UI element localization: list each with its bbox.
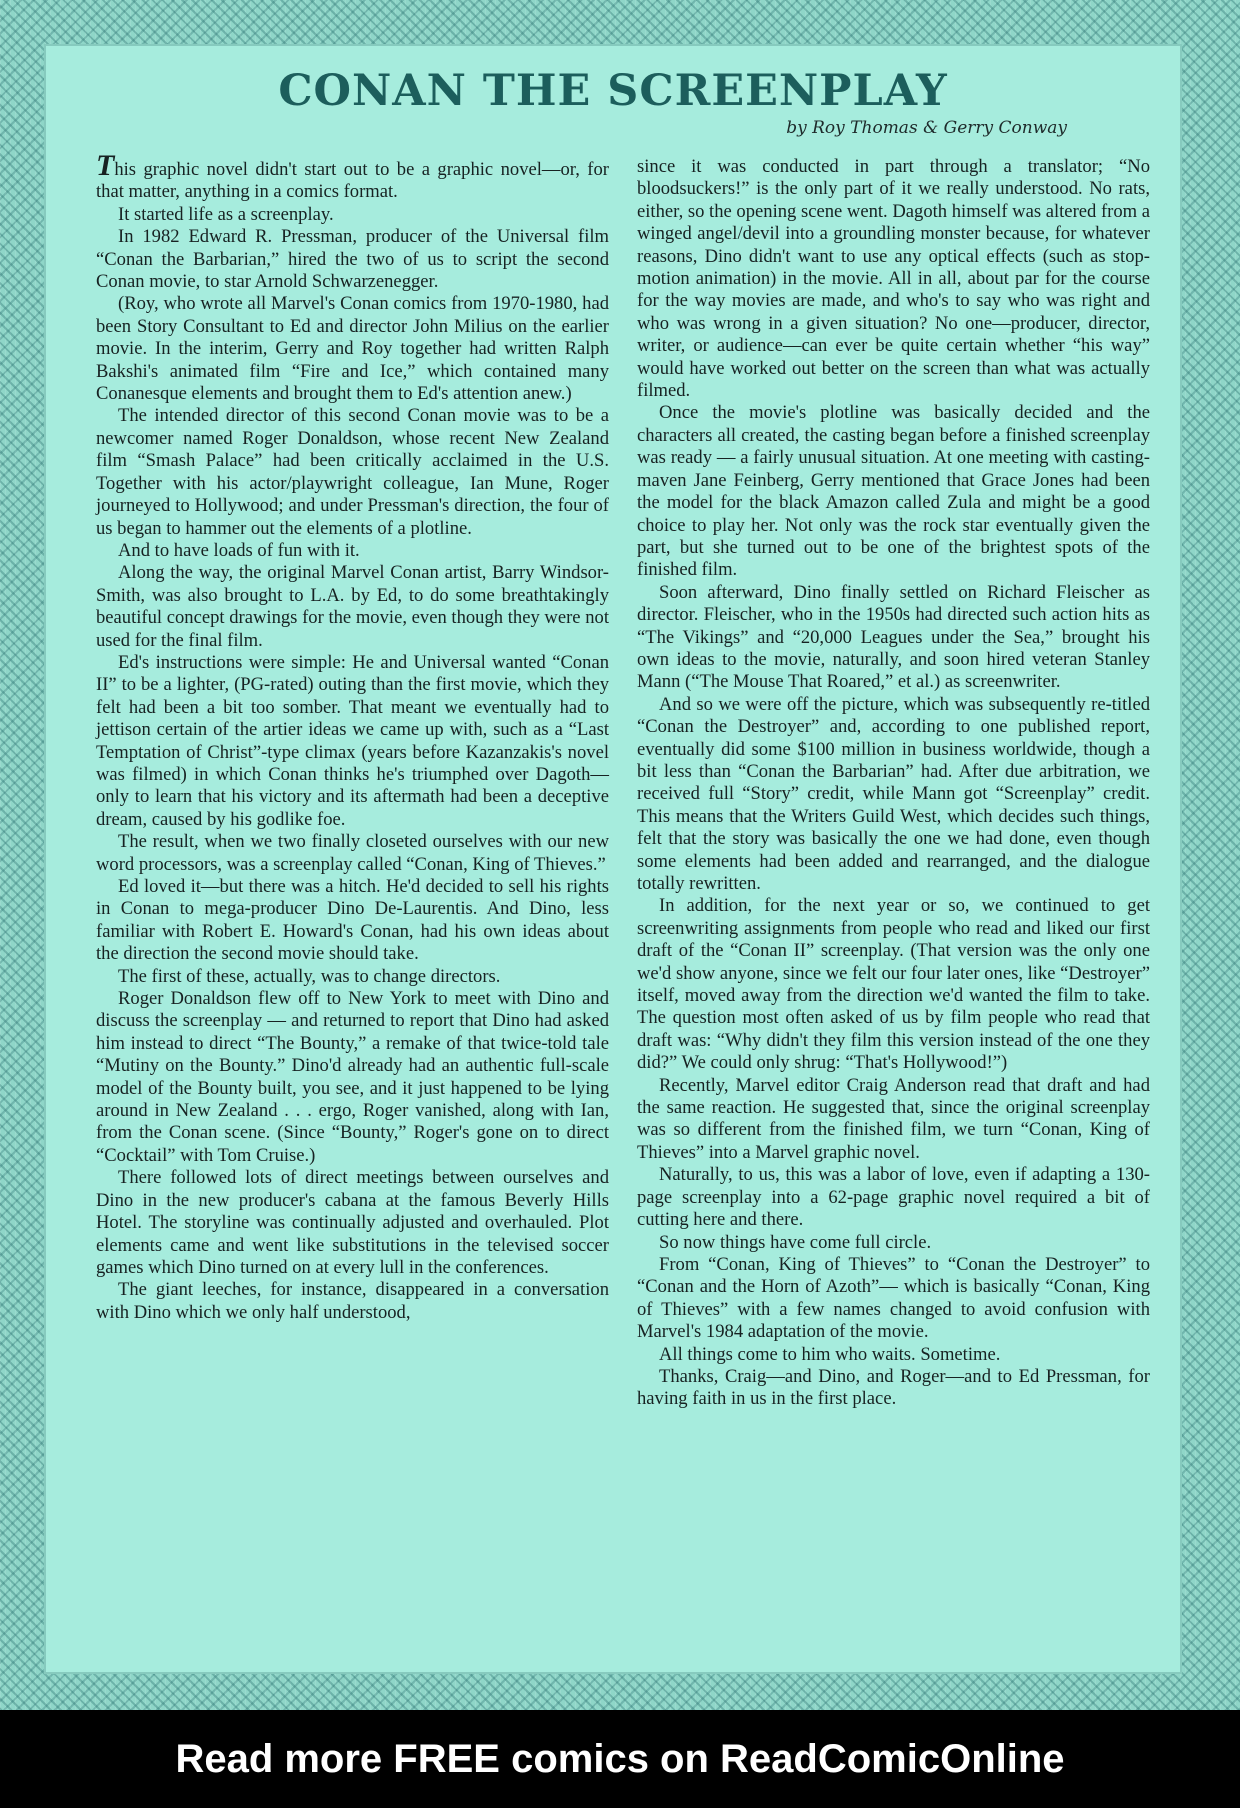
paragraph: Ed's instructions were simple: He and Universal wanted “Conan II” to be a lighter, (PG-rated) outing than the first movie, which they felt had been a bit too somber. That meant we eventually had to jettison certain of the artier ideas we came up with, such as a “Last Temptation of Christ”-type climax (years before Kazanzakis's novel was filmed) in which Conan thinks he's triumphed over Dagoth—only to learn that his victory and its aftermath had been a deceptive dream, caused by his godlike foe. [96,651,609,830]
paragraph: Roger Donaldson flew off to New York to meet with Dino and discuss the screenplay — and returned to report that Dino had asked him instead to direct “The Bounty,” a remake of that twice-told tale “Mutiny on the Bounty.” Dino'd already had an authentic full-scale model of the Bounty built, you see, and it just happened to be lying around in New Zealand . . . ergo, Roger vanished, along with Ian, from the Conan scene. (Since “Bounty,” Roger's gone on to direct “Cocktail” with Tom Cruise.) [96,988,609,1166]
article-panel [44,44,1182,1674]
paragraph: Ed loved it—but there was a hitch. He'd decided to sell his rights in Conan to mega-producer Dino De-Laurentis. And Dino, less familiar with Robert E. Howard's Conan, had his own ideas about the direction the second movie should take. [96,876,609,965]
paragraph: The intended director of this second Conan movie was to be a newcomer named Roger Donaldson, whose recent New Zealand film “Smash Palace” had been critically acclaimed in the U.S. Together with his actor/playwright colleague, Ian Mune, Roger journeyed to Hollywood; and under Pressman's direction, the four of us began to hammer out the elements of a plotline. [96,405,609,539]
article-byline: by Roy Thomas & Gerry Conway [786,118,1067,138]
paragraph: From “Conan, King of Thieves” to “Conan the Destroyer” to “Conan and the Horn of Azoth”— which is basically “Conan, King of Thieves” with a few names changed to avoid confusion with Marvel's 1984 adaptation of the movie. [637,1253,1150,1343]
drop-cap: T [96,149,115,182]
right-column [637,156,1150,1411]
paragraph: The result, when we two finally closeted ourselves with our new word processors, was a screenplay called “Conan, King of Thieves.” [96,831,609,875]
paragraph: since it was conducted in part through a translator; “No bloodsuckers!” is the only part of it we really understood. No rats, either, so the opening scene went. Dagoth himself was altered from a winged angel/devil into a groundling monster because, for whatever reasons, Dino didn't want to use any optical effects (such as stop-motion animation) in the movie. All in all, about par for the course for the way movies are made, and who's to say who was right and who was wrong in a given situation? No one—producer, director, writer, or audience—can ever be quite certain whether “his way” would have worked out better on the screen than what was actually filmed. [637,156,1150,402]
paragraph-text: his graphic novel didn't start out to be a graphic novel—or, for that matter, anything in a comics format. [96,159,609,203]
paragraph: Naturally, to us, this was a labor of love, even if adapting a 130-page screenplay into a 62-page graphic novel required a bit of cutting here and there. [637,1164,1150,1231]
paragraph: The giant leeches, for instance, disappeared in a conversation with Dino which we only half understood, [96,1279,609,1323]
paragraph: Soon afterward, Dino finally settled on Richard Fleischer as director. Fleischer, who in the 1950s had directed such action hits as “The Vikings” and “20,000 Leagues under the Sea,” brought his own ideas to the movie, naturally, and soon hired veteran Stanley Mann (“The Mouse That Roared,” et al.) as screenwriter. [637,581,1150,693]
paragraph [96,149,609,204]
paragraph: Recently, Marvel editor Craig Anderson read that draft and had the same reaction. He suggested that, since the original screenplay was so different from the finished film, we turn “Conan, King of Thieves” into a Marvel graphic novel. [637,1074,1150,1163]
left-column [96,149,609,1324]
paragraph: Along the way, the original Marvel Conan artist, Barry Windsor-Smith, was also brought to L.A. by Ed, to do some breathtakingly beautiful concept drawings for the movie, even though they were not used for the final film. [96,562,609,651]
paragraph: So now things have come full circle. [659,1231,932,1253]
paragraph: The first of these, actually, was to change directors. [118,965,501,987]
article-title: CONAN THE SCREENPLAY [278,66,948,116]
paragraph: All things come to him who waits. Sometime. [659,1343,1001,1365]
paragraph: And to have loads of fun with it. [118,539,360,561]
paragraph: There followed lots of direct meetings between ourselves and Dino in the new producer's cabana at the famous Beverly Hills Hotel. The storyline was continually adjusted and overhauled. Plot elements came and went like substitutions in the televised soccer games which Dino turned on at every lull in the conferences. [96,1167,609,1278]
paragraph: Once the movie's plotline was basically decided and the characters all created, the casting began before a finished screenplay was ready — a fairly unusual situation. At one meeting with casting-maven Jane Feinberg, Gerry mentioned that Grace Jones had been the model for the black Amazon called Zula and might be a good choice to play her. Not only was the rock star eventually given the part, but she turned out to be one of the brightest spots of the finished film. [637,402,1150,581]
paragraph: In 1982 Edward R. Pressman, producer of the Universal film “Conan the Barbarian,” hired the two of us to script the second Conan movie, to star Arnold Schwarzenegger. [96,226,609,293]
paragraph: And so we were off the picture, which was subsequently re-titled “Conan the Destroyer” and, according to one published report, eventually did some $100 million in business worldwide, though a bit less than “Conan the Barbarian” had. After due arbitration, we received full “Story” credit, while Mann got “Screenplay” credit. This means that the Writers Guild West, which decides such things, felt that the story was basically the one we had done, even though some elements had been added and rearranged, and the dialogue totally rewritten. [637,693,1150,894]
paragraph: It started life as a screenplay. [118,203,334,225]
paragraph: Thanks, Craig—and Dino, and Roger—and to Ed Pressman, for having faith in us in the first place. [637,1365,1150,1410]
promo-banner[interactable]: Read more FREE comics on ReadComicOnline [0,1710,1240,1808]
paragraph: In addition, for the next year or so, we continued to get screenwriting assignments from people who read and liked our first draft of the “Conan II” screenplay. (That version was the only one we'd show anyone, since we felt our four later ones, like “Destroyer” itself, moved away from the direction we'd wanted the film to take. The question most often asked of us by film people who read that draft was: “Why didn't they film this version instead of the one they did?” We could only shrug: “That's Hollywood!”) [637,895,1150,1074]
paragraph: (Roy, who wrote all Marvel's Conan comics from 1970-1980, had been Story Consultant to Ed and director John Milius on the earlier movie. In the interim, Gerry and Roy together had written Ralph Bakshi's animated film “Fire and Ice,” which contained many Conanesque elements and brought them to Ed's attention anew.) [96,293,609,405]
